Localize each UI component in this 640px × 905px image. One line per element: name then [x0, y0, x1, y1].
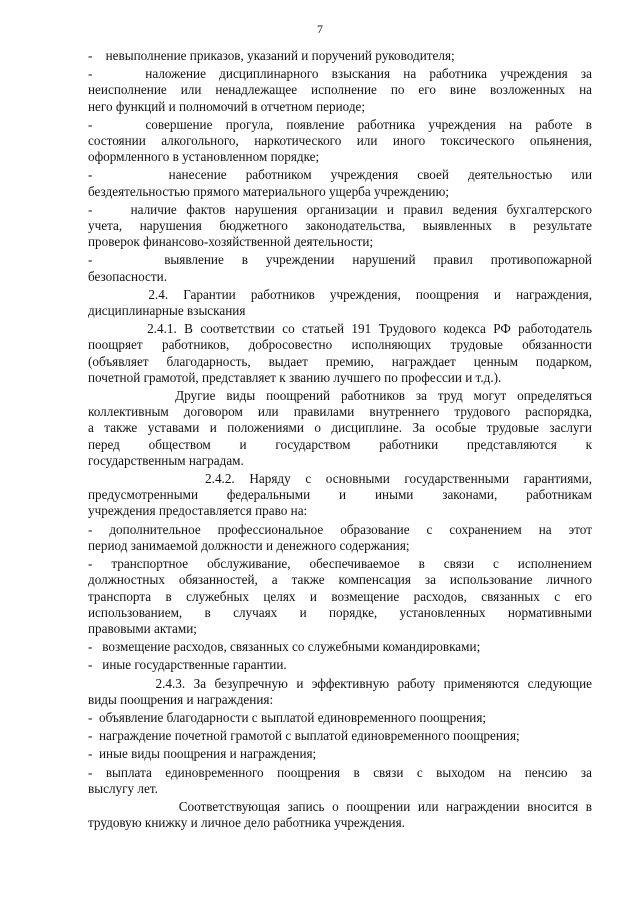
text-line: - выявление в учреждении нарушений правил противопожарной [88, 252, 592, 268]
text-line: - иные государственные гарантии. [88, 657, 287, 673]
paragraph [88, 117, 592, 166]
text-line: неисполнение или ненадлежащее исполнение по его вине возложенных на [88, 82, 592, 98]
text-line: правовыми актами; [88, 620, 197, 636]
text-line: предусмотренными федеральными и иными законами, работникам [88, 487, 592, 503]
text-line: - наложение дисциплинарного взыскания на работника учреждения за [88, 66, 592, 82]
text-line: проверок финансово-хозяйственной деятельности; [88, 234, 374, 250]
text-line: - дополнительное профессиональное образование с сохранением на этот [88, 521, 592, 537]
text-line: состоянии алкогольного, наркотического или иного токсического опьянения, [88, 133, 592, 149]
paragraph [88, 556, 592, 637]
paragraph [88, 66, 592, 115]
paragraph [88, 471, 592, 520]
text-line: поощряет работников, добросовестно исполняющих трудовые обязанности [88, 337, 592, 353]
text-line: - выплата единовременного поощрения в связи с выходом на пенсию за [88, 764, 592, 780]
paragraph [88, 287, 592, 319]
text-line: должностных обязанностей, а также компенсация за использование личного [88, 572, 592, 588]
text-line: него функций и полномочий в отчетном периоде; [88, 98, 366, 114]
document-body [88, 48, 592, 831]
paragraph [88, 252, 592, 284]
paragraph [88, 522, 592, 554]
text-line: трудовую книжку и личное дело работника учреждения. [88, 815, 405, 831]
paragraph [88, 710, 592, 726]
text-line: - объявление благодарности с выплатой единовременного поощрения; [88, 709, 487, 725]
text-line: - возмещение расходов, связанных со служебными командировками; [88, 639, 481, 655]
paragraph [88, 728, 592, 744]
text-line: выслугу лет. [88, 780, 158, 796]
paragraph [88, 48, 592, 64]
text-line: 2.4. Гарантии работников учреждения, поощрения и награждения, [88, 286, 592, 302]
text-line: (объявляет благодарность, выдает премию, награждает ценным подарком, [88, 353, 592, 369]
text-line: 2.4.3. За безупречную и эффективную работу применяются следующие [88, 675, 592, 691]
paragraph [88, 676, 592, 708]
paragraph [88, 202, 592, 251]
text-line: безопасности. [88, 268, 167, 284]
paragraph [88, 765, 592, 797]
page-number: 7 [317, 22, 323, 36]
text-line: Другие виды поощрений работников за труд могут определяться [88, 388, 592, 404]
text-line: Соответствующая запись о поощрении или награждении вносится в [88, 798, 592, 814]
text-line: государственным наградам. [88, 452, 244, 468]
paragraph [88, 799, 592, 831]
text-line: - невыполнение приказов, указаний и поручений руководителя; [88, 48, 455, 63]
text-line: учета, нарушения бюджетного законодательства, выявленных в результате [88, 218, 592, 234]
text-line: бездеятельностью прямого материального ущерба учреждению; [88, 183, 450, 199]
text-line: - награждение почетной грамотой с выплатой единовременного поощрения; [88, 728, 520, 744]
text-line: период занимаемой должности и денежного содержания; [88, 537, 410, 553]
text-line: оформленного в установленном порядке; [88, 149, 320, 165]
text-line: почетной грамотой, представляет к званию лучшего по профессии и т.д.). [88, 369, 502, 385]
paragraph [88, 167, 592, 199]
text-line: использованием, в случаях и порядке, установленных нормативными [88, 604, 592, 620]
text-line: транспорта в служебных целях и возмещение расходов, связанных с его [88, 588, 592, 604]
text-line: коллективным договором или правилами внутреннего трудового распорядка, [88, 404, 592, 420]
paragraph [88, 639, 592, 655]
text-line: - наличие фактов нарушения организации и правил ведения бухгалтерского [88, 201, 592, 217]
paragraph [88, 388, 592, 469]
text-line: 2.4.1. В соответствии со статьей 191 Трудового кодекса РФ работодатель [88, 321, 592, 337]
text-line: - иные виды поощрения и награждения; [88, 746, 317, 762]
text-line: - транспортное обслуживание, обеспечиваемое в связи с исполнением [88, 556, 592, 572]
text-line: перед обществом и государством работники представляются к [88, 436, 592, 452]
text-line: - нанесение работником учреждения своей деятельностью или [88, 167, 592, 183]
text-line: учреждения предоставляется право на: [88, 503, 308, 519]
text-line: дисциплинарные взыскания [88, 303, 246, 319]
text-line: а также уставами и положениями о дисциплине. За особые трудовые заслуги [88, 420, 592, 436]
paragraph [88, 657, 592, 673]
paragraph [88, 321, 592, 386]
paragraph [88, 746, 592, 762]
text-line: - совершение прогула, появление работника учреждения на работе в [88, 116, 592, 132]
text-line: виды поощрения и награждения: [88, 691, 274, 707]
text-line: 2.4.2. Наряду с основными государственными гарантиями, [88, 471, 592, 487]
